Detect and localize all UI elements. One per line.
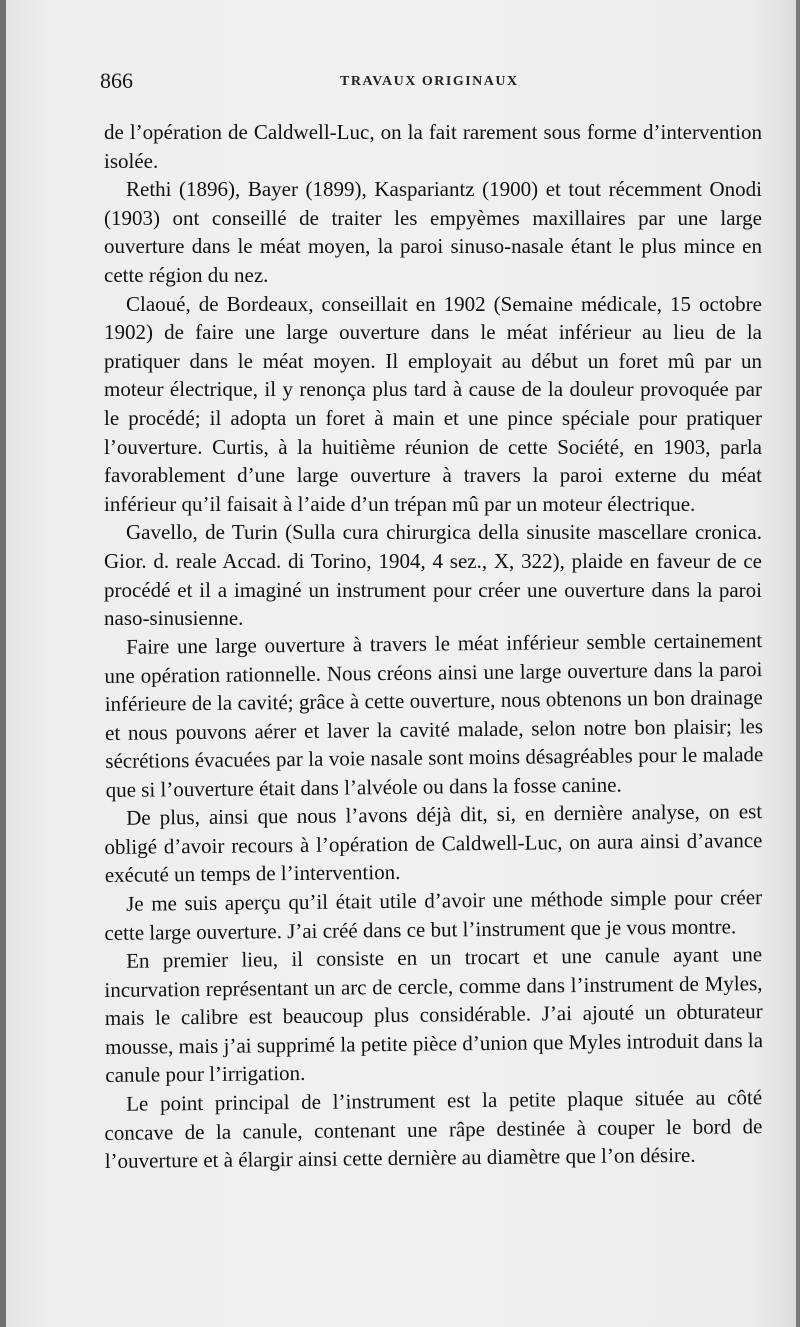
page-number: 866 — [100, 68, 133, 93]
paragraph-claoue: Claoué, de Bordeaux, conseillait en 1902 (Semaine médicale, 15 octobre 1902) de faire une large ouverture dans le méat inférieur au lieu de la pratiquer dans le méat moyen. Il employait au début un foret mû par un moteur électrique, il y renonça plus tard à cause de la douleur provoquée par le procédé; il adopta un foret à main et une pince spéciale pour pratiquer l’ouverture. Curtis, à la huitième réunion de cette Société, en 1903, parla favorablement d’une large ouverture à travers la paroi externe du méat inférieur qu’il faisait à l’aide d’un trépan mû par un moteur électrique. — [104, 291, 762, 516]
paragraph-de-plus: De plus, ainsi que nous l’avons déjà dit, si, en dernière analyse, on est obligé d’avoir recours à l’opération de Caldwell-Luc, on aura ainsi d’avance exécuté un temps de l’intervention. — [104, 799, 763, 888]
paragraph-rethi: Rethi (1896), Bayer (1899), Kaspariantz (1900) et tout récemment Onodi (1903) ont conseillé de traiter les empyèmes maxillaires par une large ouverture dans le méat moyen, la paroi sinuso-nasale étant le plus mince en cette région du nez. — [104, 177, 762, 287]
paragraph-premier-lieu: En premier lieu, il consiste en un trocart et une canule ayant une incurvation représentant un arc de cercle, comme dans l’instrument de Myles, mais le calibre est beaucoup plus considérable. J’ai ajouté un obturateur mousse, mais j’ai supprimé la petite pièce d’union que Myles introduit dans la canule pour l’irrigation. — [104, 942, 764, 1088]
running-head: TRAVAUX ORIGINAUX — [340, 74, 519, 89]
paragraph-methode-simple: Je me suis aperçu qu’il était utile d’avoir une méthode simple pour créer cette large ouverture. J’ai créé dans ce but l’instrument que je vous montre. — [104, 885, 763, 945]
page-right-edge-shadow — [796, 0, 800, 1327]
paragraph-large-ouverture: Faire une large ouverture à travers le méat inférieur semble certainement une opération rationnelle. Nous créons ainsi une large ouverture dans la paroi inférieure de la cavité; grâce à cette ouverture, nous obtenons un bon drainage et nous pouvons aérer et laver la cavité malade, selon notre bon plaisir; les sécrétions évacuées par la voie nasale sont moins désagréables pour le malade que si l’ouverture était dans l’alvéole ou dans la fosse canine. — [104, 627, 764, 802]
page-header — [100, 68, 760, 98]
paragraph-gavello: Gavello, de Turin (Sulla cura chirurgica della sinusite mascellare cronica. Gior. d. reale Accad. di Torino, 1904, 4 sez., X, 322), plaide en faveur de ce procédé et il a imaginé un instrument pour créer une ouverture dans la paroi naso-sinusienne. — [104, 520, 762, 631]
paragraph-continuation: de l’opération de Caldwell-Luc, on la fait rarement sous forme d’intervention isolée. — [104, 120, 762, 173]
page-left-edge-shadow — [0, 0, 6, 1327]
body-text — [104, 118, 762, 1176]
paragraph-point-principal: Le point principal de l’instrument est la petite plaque située au côté concave de la canule, contenant une râpe destinée à couper le bord de l’ouverture et à élargir ainsi cette dernière au diamètre que l’on désire. — [104, 1085, 763, 1174]
